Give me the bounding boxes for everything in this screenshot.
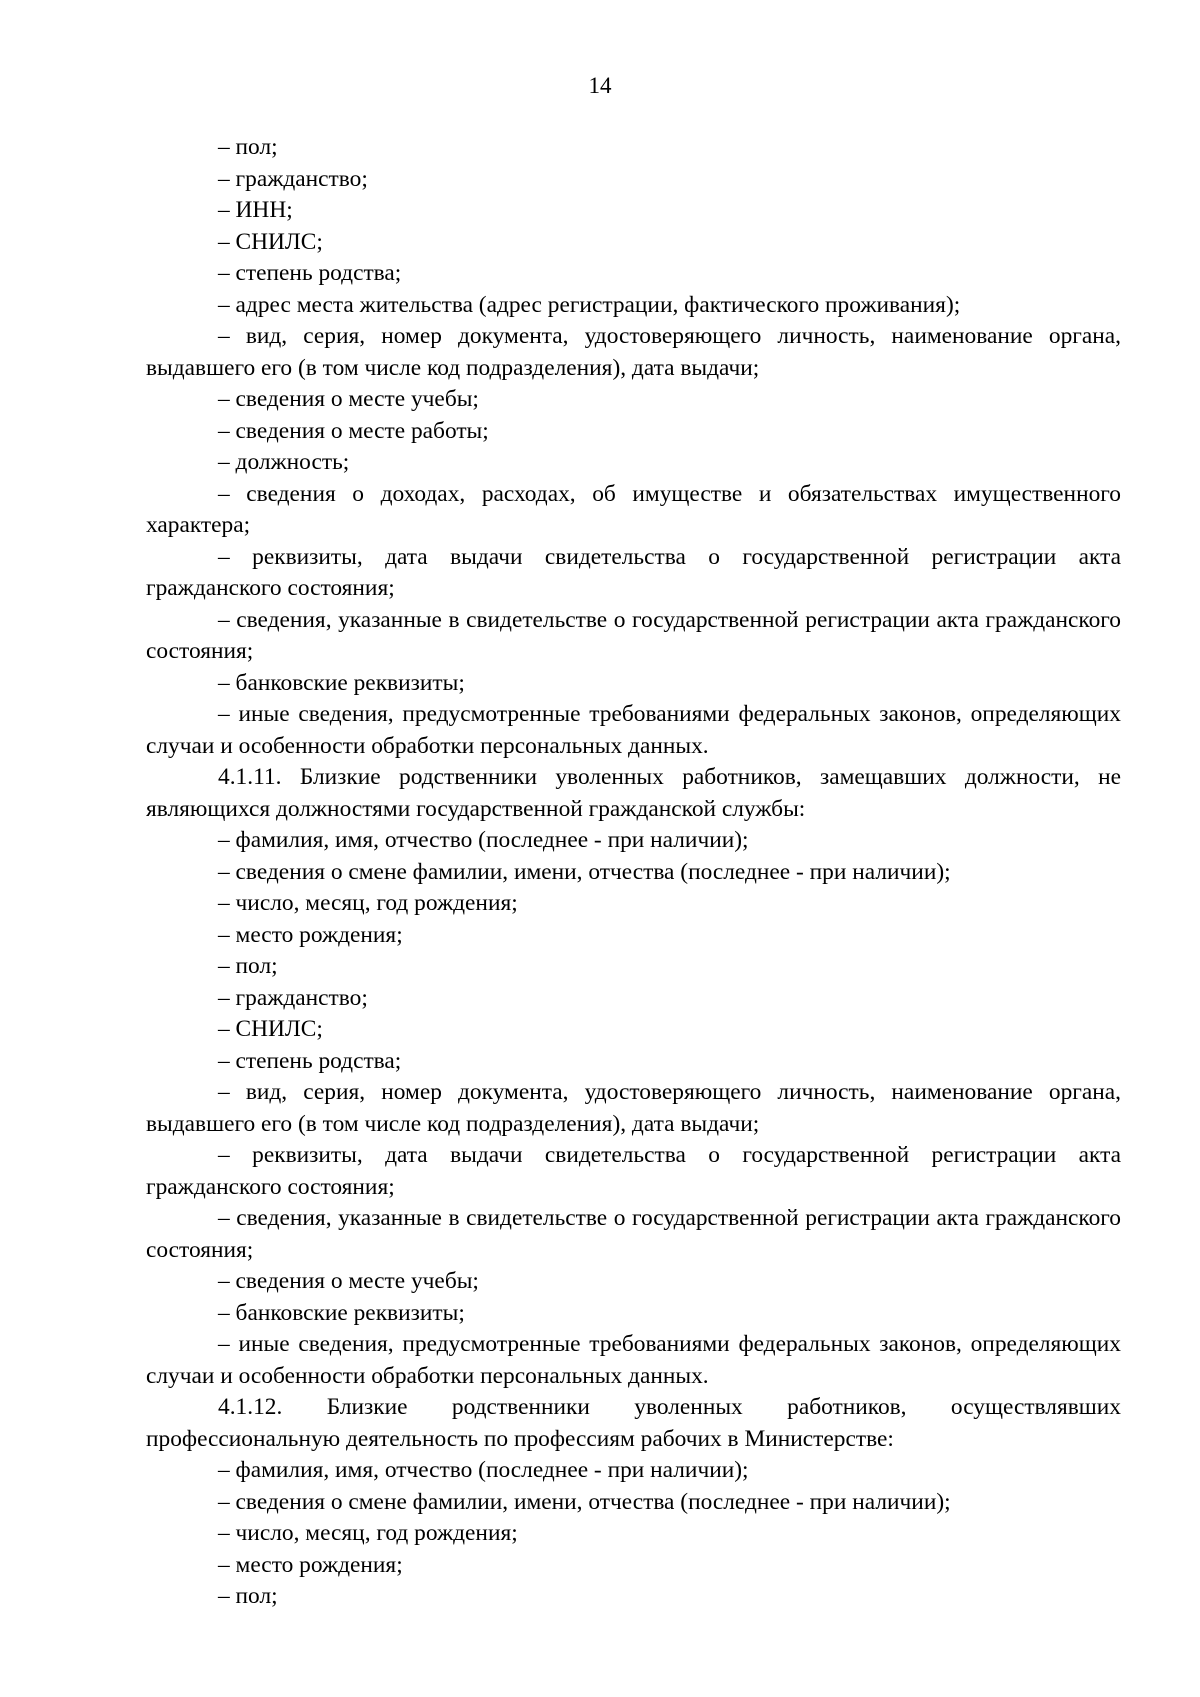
paragraph: – сведения, указанные в свидетельстве о государственной регистрации акта гражданского состояния; xyxy=(146,606,1121,664)
paragraph: – сведения о месте учебы; xyxy=(218,1268,479,1294)
paragraph: – сведения о смене фамилии, имени, отчества (последнее - при наличии); xyxy=(218,858,951,885)
paragraph: – число, месяц, год рождения; xyxy=(218,890,518,916)
paragraph: – пол; xyxy=(218,1583,278,1609)
paragraph: – сведения о месте работы; xyxy=(218,417,489,444)
paragraph: – гражданство; xyxy=(218,984,368,1011)
paragraph: – иные сведения, предусмотренные требованиями федеральных законов, определяющих случаи и особенности обработки персональных данных. xyxy=(146,1331,1121,1389)
document-body xyxy=(146,132,1121,1613)
paragraph: 4.1.12. Близкие родственники уволенных работников, осуществлявших профессиональную деятельность по профессиям рабочих в Министерстве: xyxy=(146,1394,1121,1452)
paragraph: – степень родства; xyxy=(218,260,402,286)
paragraph: – адрес места жительства (адрес регистрации, фактического проживания); xyxy=(218,291,961,318)
paragraph: – вид, серия, номер документа, удостоверяющего личность, наименование органа, выдавшего его (в том числе код подразделения), дата выдачи; xyxy=(146,323,1121,381)
paragraph: – должность; xyxy=(218,449,350,475)
paragraph: – реквизиты, дата выдачи свидетельства о государственной регистрации акта гражданского состояния; xyxy=(146,1142,1121,1200)
paragraph: – банковские реквизиты; xyxy=(218,669,465,696)
paragraph: – сведения о доходах, расходах, об имуществе и обязательствах имущественного характера; xyxy=(146,480,1121,538)
page-number: 14 xyxy=(588,73,612,98)
paragraph: – место рождения; xyxy=(218,1551,403,1578)
paragraph: – реквизиты, дата выдачи свидетельства о государственной регистрации акта гражданского состояния; xyxy=(146,543,1121,601)
paragraph: – сведения, указанные в свидетельстве о государственной регистрации акта гражданского состояния; xyxy=(146,1205,1121,1263)
paragraph: – СНИЛС; xyxy=(218,1016,323,1042)
paragraph: – фамилия, имя, отчество (последнее - при наличии); xyxy=(218,1457,749,1483)
paragraph: – вид, серия, номер документа, удостоверяющего личность, наименование органа, выдавшего его (в том числе код подразделения), дата выдачи; xyxy=(146,1079,1121,1137)
paragraph: – сведения о смене фамилии, имени, отчества (последнее - при наличии); xyxy=(218,1488,951,1515)
paragraph: – сведения о месте учебы; xyxy=(218,386,479,412)
paragraph: 4.1.11. Близкие родственники уволенных работников, замещавших должности, не являющихся должностями государственной гражданской службы: xyxy=(146,764,1121,822)
paragraph: – число, месяц, год рождения; xyxy=(218,1520,518,1546)
paragraph: – ИНН; xyxy=(218,197,293,223)
paragraph: – фамилия, имя, отчество (последнее - при наличии); xyxy=(218,827,749,853)
paragraph: – гражданство; xyxy=(218,165,368,192)
paragraph: – пол; xyxy=(218,953,278,979)
paragraph: – иные сведения, предусмотренные требованиями федеральных законов, определяющих случаи и особенности обработки персональных данных. xyxy=(146,701,1121,759)
paragraph: – СНИЛС; xyxy=(218,228,323,255)
paragraph: – пол; xyxy=(218,134,278,160)
paragraph: – банковские реквизиты; xyxy=(218,1299,465,1326)
paragraph: – место рождения; xyxy=(218,921,403,948)
paragraph: – степень родства; xyxy=(218,1047,402,1074)
